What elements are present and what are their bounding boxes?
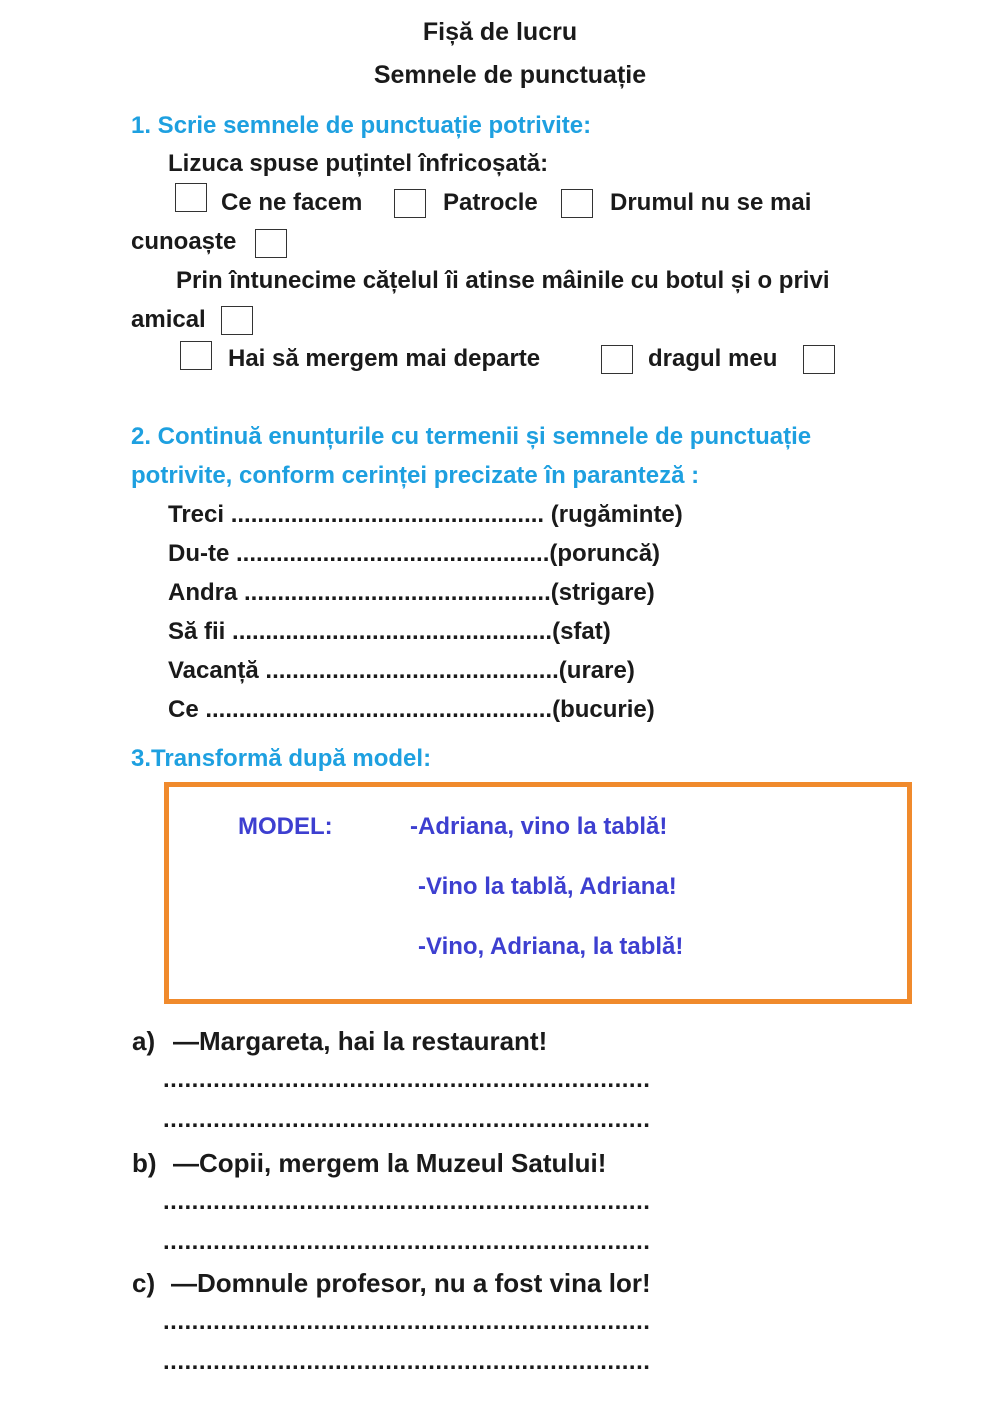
page-title: Fișă de lucru — [422, 18, 578, 46]
ex1-line-1: Lizuca spuse puțintel înfricoșată: — [168, 150, 549, 177]
ex1-text-patrocle: Patrocle — [443, 189, 538, 216]
answer-line[interactable]: .................................................................... — [163, 1106, 651, 1133]
item-sentence: —Domnule profesor, nu a fost vina lor! — [171, 1268, 651, 1298]
punctuation-box[interactable] — [255, 229, 287, 258]
item-sentence: —Copii, mergem la Muzeul Satului! — [173, 1148, 607, 1178]
ex2-item: Andra ..............................................(strigare) — [168, 579, 655, 606]
punctuation-box[interactable] — [175, 183, 207, 212]
ex2-item: Să fii ................................................(sfat) — [168, 618, 611, 645]
ex2-item: Ce ....................................................(bucurie) — [168, 696, 655, 723]
exercise-2-heading: 2. Continuă enunțurile cu termenii și semnele de punctuație — [131, 423, 812, 450]
punctuation-box[interactable] — [180, 341, 212, 370]
ex1-text-amical: amical — [131, 306, 206, 333]
punctuation-box[interactable] — [601, 345, 633, 374]
item-sentence: —Margareta, hai la restaurant! — [173, 1026, 548, 1056]
model-line: -Vino, Adriana, la tablă! — [418, 933, 684, 960]
ex1-text-ce-ne-facem: Ce ne facem — [221, 189, 363, 216]
item-letter: b) — [132, 1148, 157, 1178]
punctuation-box[interactable] — [803, 345, 835, 374]
model-line: -Vino la tablă, Adriana! — [418, 873, 677, 900]
page-subtitle: Semnele de punctuație — [373, 61, 647, 89]
exercise-1-heading: 1. Scrie semnele de punctuație potrivite: — [131, 112, 592, 139]
punctuation-box[interactable] — [221, 306, 253, 335]
ex1-text-dragul-meu: dragul meu — [648, 345, 778, 372]
item-letter: a) — [132, 1026, 156, 1056]
item-letter: c) — [132, 1268, 156, 1298]
model-line: -Adriana, vino la tablă! — [410, 813, 668, 840]
exercise-2-heading-cont: potrivite, conform cerinței precizate în paranteză : — [131, 462, 700, 489]
model-label: MODEL: — [238, 813, 333, 840]
ex1-text-hai-sa-mergem: Hai să mergem mai departe — [228, 345, 541, 372]
ex1-text-cunoaste: cunoaște — [131, 228, 237, 255]
ex2-item: Vacanță ............................................(urare) — [168, 657, 635, 684]
answer-line[interactable]: .................................................................... — [163, 1066, 651, 1093]
answer-line[interactable]: .................................................................... — [163, 1188, 651, 1215]
punctuation-box[interactable] — [394, 189, 426, 218]
ex2-item: Du-te ...............................................(poruncă) — [168, 540, 661, 567]
punctuation-box[interactable] — [561, 189, 593, 218]
ex2-item: Treci ............................................... (rugăminte) — [168, 501, 683, 528]
ex1-text-drumul: Drumul nu se mai — [610, 189, 812, 216]
ex1-text-prin-intunecime: Prin întunecime cățelul îi atinse mâinile cu botul și o privi — [176, 267, 830, 294]
answer-line[interactable]: .................................................................... — [163, 1348, 651, 1375]
exercise-3-heading: 3.Transformă după model: — [131, 745, 432, 772]
answer-line[interactable]: .................................................................... — [163, 1228, 651, 1255]
answer-line[interactable]: .................................................................... — [163, 1308, 651, 1335]
